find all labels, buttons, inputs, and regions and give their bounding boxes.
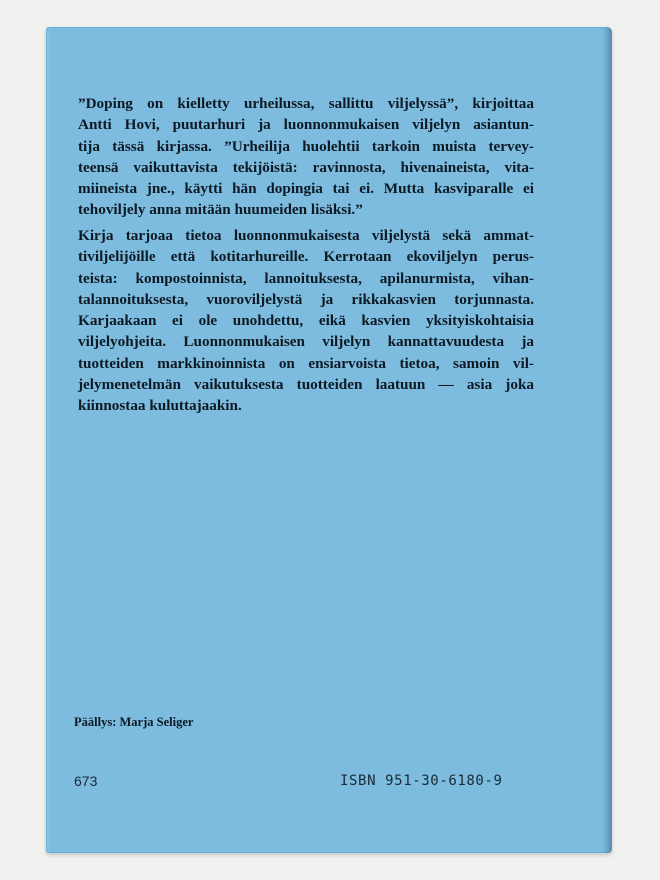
blurb-quote-paragraph — [78, 93, 534, 221]
text-line: talannoituksesta, vuoroviljelystä ja rikkakasvien torjunnasta. — [78, 290, 534, 308]
cover-design-credit: Päällys: Marja Seliger — [74, 715, 194, 729]
text-line: ”Doping on kielletty urheilussa, sallittu viljelyssä”, kirjoittaa — [78, 95, 534, 112]
text-line: tija tässä kirjassa. ”Urheilija huolehtii tarkoin muista tervey- — [78, 137, 534, 155]
text-line: jelymenetelmän vaikutuksesta tuotteiden laatuun — asia joka — [78, 376, 534, 394]
text-line: Karjaakaan ei ole unohdettu, eikä kasvien yksityiskohtaisia — [78, 312, 534, 330]
text-line: Antti Hovi, puutarhuri ja luonnonmukaisen viljelyn asiantun- — [78, 116, 534, 134]
text-line: tuotteiden markkinoinnista on ensiarvoista tietoa, samoin vil- — [78, 354, 534, 372]
text-line: teista: kompostoinnista, lannoituksesta, apilanurmista, vihan- — [78, 269, 534, 287]
text-line: tiviljelijöille että kotitarhureille. Kerrotaan ekoviljelyn perus- — [78, 248, 534, 266]
text-line: tehoviljely anna mitään huumeiden lisäksi.” — [78, 201, 363, 219]
product-code: 673 — [74, 773, 98, 789]
blurb-description-paragraph — [78, 225, 534, 417]
text-line: Kirja tarjoaa tietoa luonnonmukaisesta viljelystä sekä ammat- — [78, 227, 534, 244]
text-line: teensä vaikuttavista tekijöistä: ravinnosta, hivenaineista, vita- — [78, 158, 534, 176]
text-line: viljelyohjeita. Luonnonmukaisen viljelyn kannattavuudesta ja — [78, 333, 534, 351]
text-line: miineista jne., käytti hän dopingia tai ei. Mutta kasviparalle ei — [78, 180, 534, 198]
text-line: kiinnostaa kuluttajaakin. — [78, 397, 242, 415]
isbn-number: ISBN 951-30-6180-9 — [340, 773, 503, 789]
